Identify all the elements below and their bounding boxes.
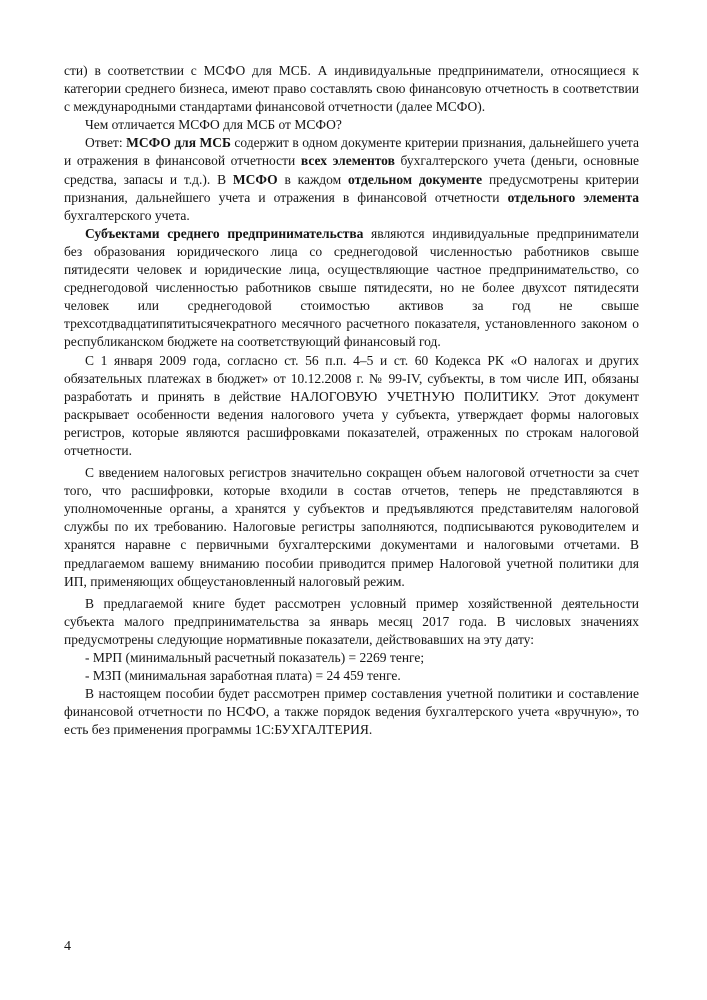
bold-term: МСФО — [232, 171, 278, 187]
bold-term: отдельного элемента — [507, 189, 639, 205]
paragraph — [64, 62, 639, 116]
text-run: Ответ: — [85, 135, 127, 151]
document-body — [64, 62, 639, 739]
text-run: В предлагаемой книге будет рассмотрен условный пример хозяйственной деятельности субъекта малого предпринимательства за январь месяц 2017 года. В числовых значениях предусмотрены следующие нормативные показатели, действовавших на эту дату: — [64, 595, 639, 647]
bold-term: всех элементов — [300, 153, 395, 169]
text-run: содержит в одном документе критерии признания, дальнейшего учета и отражения в финансовой отчетности — [64, 135, 639, 169]
text-run: сти) в соответствии с МСФО для МСБ. А индивидуальные предприниматели, относящиеся к категории среднего бизнеса, имеют право составлять свою финансовую отчетность в соответствии с международными стандартами финансовой отчетности (далее МСФО). — [64, 63, 639, 115]
paragraph — [64, 352, 639, 461]
paragraph — [64, 464, 639, 591]
paragraph — [64, 685, 639, 739]
bold-term: МСФО для МСБ — [126, 135, 231, 151]
paragraph — [64, 667, 639, 685]
page-number: 4 — [64, 939, 71, 954]
text-run: Чем отличается МСФО для МСБ от МСФО? — [85, 117, 342, 133]
text-run: В настоящем пособии будет рассмотрен пример составления учетной политики и составление финансовой отчетности по НСФО, а также порядок ведения бухгалтерского учета «вручную», то есть без применения программы 1С:БУХГАЛТЕРИЯ. — [64, 686, 639, 738]
text-run: предусмотрены критерии признания, дальнейшего учета и отражения в финансовой отчетности — [64, 171, 639, 205]
text-run: в каждом — [277, 171, 348, 187]
paragraph — [64, 116, 639, 134]
bold-term: Субъектами среднего предпринимательства — [85, 225, 364, 241]
text-run: С введением налоговых регистров значительно сокращен объем налоговой отчетности за счет того, что расшифровки, которые входили в состав отчетов, теперь не представляются в уполномоченные органы, а хранятся у субъектов и предъявляются представителям налоговой службы по их требованию. Налоговые регистры заполняются, подписываются руководителем и хранятся наравне с первичными бухгалтерскими документами и налоговыми отчетами. В предлагаемом вашему вниманию пособии приводится пример Налоговой учетной политики для ИП, применяющих общеустановленный налоговый режим. — [64, 465, 639, 589]
paragraph — [64, 595, 639, 649]
paragraph — [64, 225, 639, 352]
text-run: - МЗП (минимальная заработная плата) = 24 459 тенге. — [85, 668, 401, 684]
paragraph — [64, 134, 639, 224]
bold-term: отдельном документе — [348, 171, 483, 187]
text-run: С 1 января 2009 года, согласно ст. 56 п.п. 4–5 и ст. 60 Кодекса РК «О налогах и других обязательных платежах в бюджет» от 10.12.2008 г. № 99-IV, субъекты, в том числе ИП, обязаны разработать и принять в действие НАЛОГОВУЮ УЧЕТНУЮ ПОЛИТИКУ. Этот документ раскрывает особенности ведения налогового учета у субъекта, утверждает формы налоговых регистров, которые являются расшифровками показателей, отраженных по строкам налоговой отчетности. — [64, 352, 639, 458]
text-run: - МРП (минимальный расчетный показатель) = 2269 тенге; — [85, 650, 425, 665]
text-run: бухгалтерского учета (деньги, основные средства, запасы и т.д.). В — [64, 153, 640, 187]
text-run: являются индивидуальные предприниматели без образования юридического лица со среднегодовой численностью работников свыше пятидесяти человек и юридические лица, осуществляющие частное предпринимательство, со среднегодовой численностью работников свыше пятидесяти, но не более двухсот пятидесяти человек или среднегодовой стоимостью активов за год не свыше трехсотдвадцатипятитысячекратного месячного расчетного показателя, установленного законом о республиканском бюджете на соответствующий финансовый год. — [64, 225, 640, 350]
paragraph — [64, 649, 639, 667]
text-run: бухгалтерского учета. — [64, 207, 190, 223]
